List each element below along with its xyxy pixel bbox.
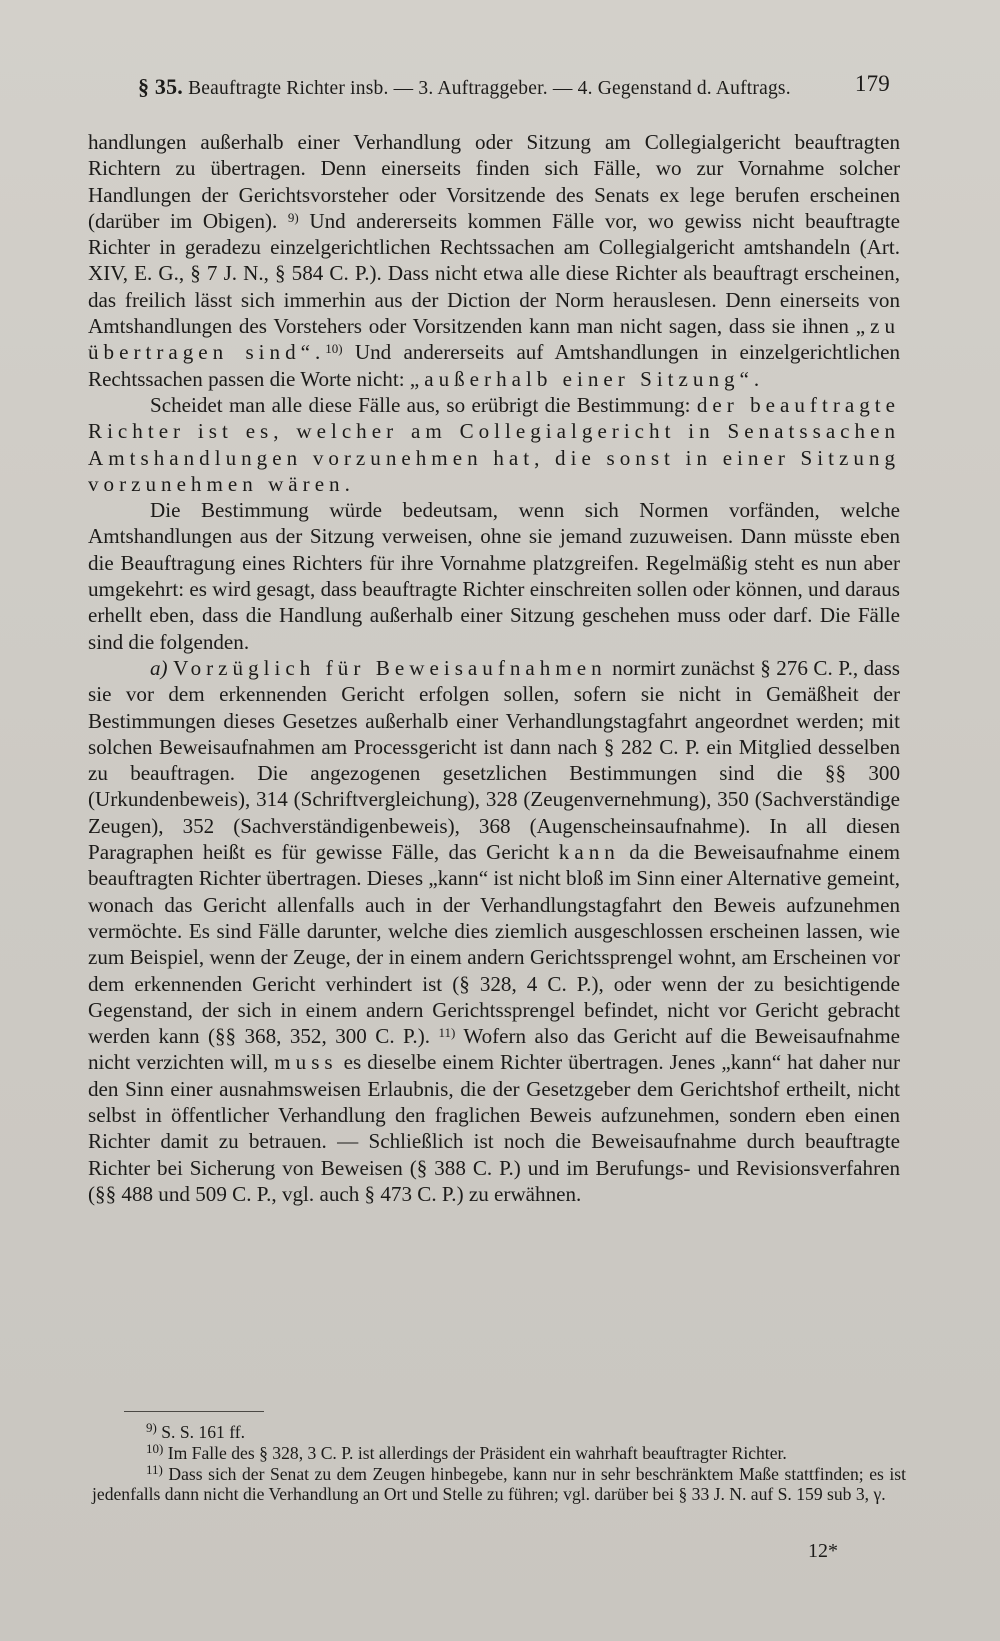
footnotes [92, 1422, 906, 1505]
section-number: § 35. [138, 74, 183, 99]
paragraph-4 [88, 655, 900, 1207]
footnote-text: S. S. 161 ff. [156, 1422, 245, 1442]
main-text [88, 129, 900, 1207]
quote-zu-uebertragen: „zu übertragen sind“. [88, 314, 900, 365]
emphasis-kann: kann [558, 840, 620, 865]
paragraph-3: Die Bestimmung würde bedeutsam, wenn sich Normen vorfänden, welche Amtshandlungen aus der Sitzung verweisen, ohne sie jemand zuzuweisen. Dann müsste eben die Beauftragung eines Richters für ihre Vornahme platzgreifen. Regelmäßig steht es nun aber umgekehrt: es wird gesagt, dass beauftragte Richter einschreiten sollen oder können, und daraus erhellt eben, dass die Handlung außerhalb einer Sitzung geschehen muss oder darf. Die Fälle sind die folgenden. [88, 498, 900, 654]
emphasis-muss: muss [274, 1050, 338, 1075]
quote-ausserhalb: „außerhalb einer Sitzung“. [409, 366, 765, 391]
paragraph-4-text: normirt zunächst § 276 C. P., dass sie vor dem erkennenden Gericht erfolgen sollen, sofern sie nicht in Gemäßheit der Bestimmungen dieses Gesetzes außerhalb einer Verhandlungstagfahrt angeordnet werden; mit solchen Beweisaufnahmen am Processgericht ist dann nach § 282 C. P. ein Mitglied desselben zu beauftragen. Die angezogenen gesetzlichen Bestimmungen sind die §§ 300 (Urkundenbeweis), 314 (Schriftvergleichung), 328 (Zeugenvernehmung), 350 (Sachverständige Zeugen), 352 (Sachverständigenbeweis), 368 (Augenscheinsaufnahme). In all diesen Paragraphen heißt es für gewisse Fälle, das Gericht [88, 655, 900, 865]
printer-signature: 12* [808, 1540, 838, 1562]
footnote-ref-11: 11) [438, 1025, 456, 1041]
paragraph-4-text-b: da die Beweisaufnahme einem beauftragten Richter übertragen. Dieses „kann“ ist nicht bloß im Sinn einer Alternative gemeint, wonach das Gericht allenfalls auch in der Verhandlungstagfahrt den Beweis aufzunehmen vermöchte. Es sind Fälle darunter, welche dies ziemlich ausgeschlossen erscheinen lassen, wie zum Beispiel, wenn der Zeuge, der in einem andern Gerichtssprengel wohnt, am Erscheinen vor dem erkennenden Gericht verhindert ist (§ 328, 4 C. P.), oder wenn der zu besichtigende Gegenstand, der sich in einem andern Gerichtssprengel befindet, nicht vor Gericht gebracht werden kann (§§ 368, 352, 300 C. P.). [88, 840, 900, 1049]
paragraph-1-text-c: Und andererseits auf Amtshandlungen in einzelgerichtlichen Rechtssachen passen die Worte nicht: [88, 340, 900, 391]
footnote-text: Im Falle des § 328, 3 C. P. ist allerdings der Präsident ein wahrhaft beauftragter Richter. [163, 1442, 787, 1463]
paragraph-1-text-b: Und andererseits kommen Fälle vor, wo gewiss nicht beauftragte Richter in geradezu einzelgerichtlichen Rechtssachen am Collegialgericht amtshandeln (Art. XIV, E. G., § 7 J. N., § 584 C. P.). Dass nicht etwa alle diese Richter als beauftragt erscheinen, das freilich lässt sich immerhin aus der Diction der Norm herauslesen. Denn einerseits von Amtshandlungen des Vorstehers oder Vorsitzenden kann man nicht sagen, dass sie ihnen [88, 208, 900, 339]
footnote-mark: 10) [146, 1440, 164, 1456]
footnote-text: Dass sich der Senat zu dem Zeugen hinbegebe, kann nur in sehr beschränktem Maße stattfinden; es ist jedenfalls dann nicht die Verhandlung an Ort und Stelle zu führen; vgl. darüber bei § 33 J. N. auf S. 159 sub 3, γ. [92, 1463, 906, 1505]
paragraph-2 [88, 392, 900, 497]
paragraph-2-emphasis: der beauftragte Richter ist es, welcher am Collegialgericht in Senatssachen Amtshandlungen vorzunehmen hat, die sonst in einer Sitzung vorzunehmen wären. [88, 392, 900, 496]
footnote-11 [92, 1461, 906, 1506]
running-header [138, 71, 890, 100]
footnote-divider [124, 1411, 264, 1412]
running-title: Beauftragte Richter insb. — 3. Auftraggeber. — 4. Gegenstand d. Auftrags. [188, 78, 791, 99]
paragraph-4-emphasis: Vorzüglich für Beweisaufnahmen [173, 655, 607, 680]
item-label-a: a) [150, 655, 168, 680]
footnote-mark: 9) [146, 1420, 157, 1435]
footnote-mark: 11) [146, 1461, 163, 1477]
footnote-ref-9: 9) [287, 209, 299, 225]
paragraph-4-text-c: Wofern also das Gericht auf die Beweisaufnahme nicht verzichten will, [88, 1024, 900, 1075]
paragraph-1 [88, 129, 900, 392]
paragraph-2-text: Scheidet man alle diese Fälle aus, so erübrigt die Bestimmung: [150, 392, 697, 417]
paragraph-1-text: handlungen außerhalb einer Verhandlung oder Sitzung am Collegialgericht beauftragten Richtern zu übertragen. Denn einerseits finden sich Fälle, wo zur Vornahme solcher Handlungen der Gerichtsvorsteher oder Vorsitzende des Senats ex lege berufen erscheinen (darüber im Obigen). [88, 130, 900, 233]
footnote-10 [92, 1440, 906, 1464]
footnote-ref-10: 10) [325, 341, 343, 357]
page-number: 179 [854, 71, 890, 96]
paragraph-4-text-d: es dieselbe einem Richter übertragen. Jenes „kann“ hat daher nur den Sinn einer ausnahmsweisen Erlaubnis, die der Gesetzgeber dem Gerichtshof ertheilt, nicht selbst in öffentlicher Verhandlung den fraglichen Beweis aufzunehmen, sondern eben einen Richter damit zu betrauen. — Schließlich ist noch die Beweisaufnahme durch beauftragte Richter bei Sicherung von Beweisen (§ 388 C. P.) und im Berufungs- und Revisionsverfahren (§§ 488 und 509 C. P., vgl. auch § 473 C. P.) zu erwähnen. [88, 1050, 901, 1206]
footnote-9 [92, 1422, 906, 1443]
